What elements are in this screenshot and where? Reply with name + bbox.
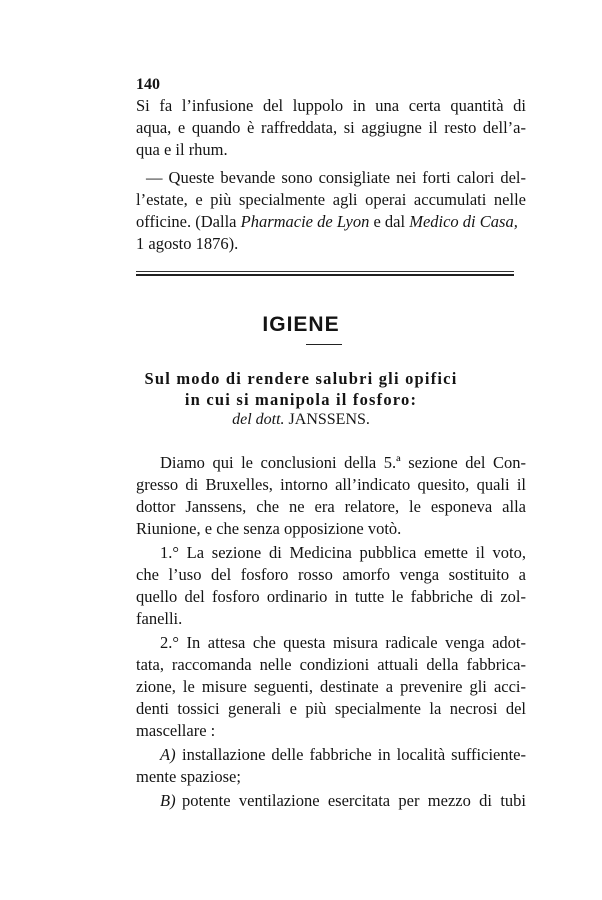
section-heading: IGIENE [262, 313, 340, 336]
byline-name: JANSSENS. [284, 411, 370, 428]
text-line: 1.° La sezione di Medicina pubblica emette il voto, [160, 543, 526, 562]
text-line: — Queste bevande sono consigliate nei forti calori del- [146, 168, 526, 187]
text-line: denti tossici generali e più specialmente la necrosi del [136, 699, 526, 718]
list-marker: A) [160, 745, 176, 764]
section-divider-bottom [136, 274, 514, 276]
article-title-line-2: in cui si manipola il fosforo: [184, 390, 418, 409]
list-item-b [160, 791, 176, 811]
list-item-a [160, 745, 176, 765]
text-line: Riunione, e che senza opposizione votò. [136, 519, 402, 538]
text-line: 2.° In attesa che questa misura radicale venga adot- [160, 633, 526, 652]
citation-prefix: officine. (Dalla [136, 212, 241, 231]
text-line: gresso di Bruxelles, intorno all’indicato quesito, quali il [136, 475, 526, 494]
text-line-citation [136, 212, 518, 232]
text-line: zione, le misure seguenti, destinate a prevenire gli acci- [136, 677, 526, 696]
text-line: fanelli. [136, 609, 183, 628]
text-line: l’estate, e più specialmente agli operai accumulati nelle [136, 190, 526, 209]
text-line: che l’uso del fosforo rosso amorfo venga sostituito a [136, 565, 526, 584]
citation-source-2: Medico di Casa, [409, 212, 518, 231]
text-line: dottor Janssens, che ne era relatore, le esponeva alla [136, 497, 526, 516]
text-line: tata, raccomanda nelle condizioni attuali della fabbrica- [136, 655, 526, 674]
text-line: mascellare : [136, 721, 216, 740]
text-line: quello del fosforo ordinario in tutte le fabbriche di zol- [136, 587, 526, 606]
text-line: Si fa l’infusione del luppolo in una certa quantità di [136, 96, 526, 115]
citation-mid: e dal [369, 212, 410, 231]
text-line: installazione delle fabbriche in località sufficiente- [182, 745, 526, 764]
article-title-line-1: Sul modo di rendere salubri gli opifici [144, 369, 458, 388]
article-byline [0, 411, 602, 429]
heading-underline [306, 344, 342, 345]
section-divider-top [136, 271, 514, 272]
citation-source-1: Pharmacie de Lyon [240, 212, 370, 231]
text-line: potente ventilazione esercitata per mezzo di tubi [182, 791, 526, 810]
text-line: mente spaziose; [136, 767, 241, 786]
list-marker: B) [160, 791, 176, 810]
text-line: Diamo qui le conclusioni della 5.ª sezione del Con- [160, 453, 526, 472]
text-line: qua e il rhum. [136, 140, 228, 159]
byline-prefix: del dott. [232, 411, 285, 428]
page-number: 140 [136, 76, 160, 93]
text-line: 1 agosto 1876). [136, 234, 239, 253]
text-line: aqua, e quando è raffreddata, si aggiugne il resto dell’a- [136, 118, 526, 137]
